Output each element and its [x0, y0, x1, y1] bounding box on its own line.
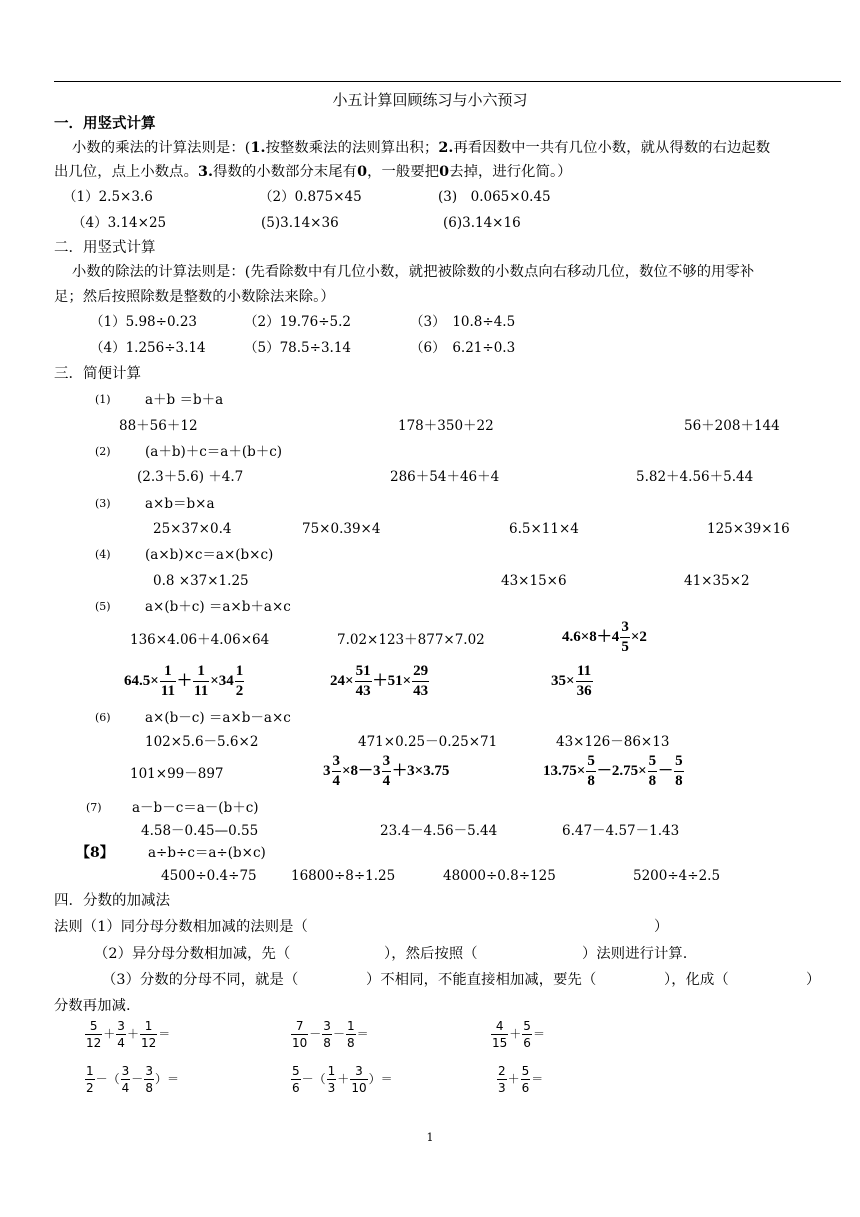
section-1-rule-line1: 小数的乘法的计算法则是：(1.按整数乘法的法则算出积；2.再看因数中一共有几位小数，就从得数的右边起数	[72, 140, 771, 156]
rule-line: ），然后按照（	[384, 946, 478, 962]
problem: 4.58－0.45—0.55	[141, 823, 259, 839]
law-formula: (a＋b)＋c＝a＋(b＋c)	[145, 444, 283, 460]
section-2-rule-line2: 足；然后按照除数是整数的小数除法来除。）	[54, 289, 335, 305]
problem: (6)3.14×16	[443, 215, 521, 231]
problem: （3） 10.8÷4.5	[410, 314, 516, 330]
fraction-expression: 3 $\frac{3}{4}$ ×8－3 $\frac{3}{4}$ ＋3×3.75	[323, 753, 450, 789]
rule-line: 法则（1）同分母分数相加减的法则是（	[54, 919, 308, 935]
section-1-rule-line2: 出几位，点上小数点。3.得数的小数部分末尾有0，一般要把0去掉，进行化简。）	[54, 164, 572, 180]
rule-line: （3）分数的分母不同，就是（	[102, 972, 299, 988]
law-formula: a×b＝b×a	[145, 496, 215, 512]
law-number: 【8】	[76, 845, 114, 861]
problem: 286＋54＋46＋4	[390, 469, 500, 485]
problem: 136×4.06＋4.06×64	[130, 632, 270, 648]
problem: 6.47－4.57－1.43	[562, 823, 680, 839]
problem: (3) 0.065×0.45	[438, 189, 551, 205]
problem: (2.3＋5.6) ＋4.7	[137, 469, 244, 485]
problem: 88＋56＋12	[119, 418, 198, 434]
law-formula: (a×b)×c＝a×(b×c)	[145, 547, 274, 563]
problem: 178＋350＋22	[398, 418, 494, 434]
fraction-expression: 35× $\frac{11}{36}$	[551, 663, 592, 699]
problem: 125×39×16	[707, 521, 790, 537]
problem: （4）3.14×25	[72, 215, 167, 231]
fraction-exercise: $\frac{2}{3}$ ＋ $\frac{5}{6}$ ＝	[498, 1064, 544, 1095]
problem: （6） 6.21÷0.3	[410, 340, 516, 356]
fraction-exercise: $\frac{5}{6}$ －（ $\frac{1}{3}$ ＋ $\frac{3}{10}$ ）＝	[292, 1064, 393, 1095]
problem: 471×0.25－0.25×71	[358, 734, 498, 750]
problem: 0.8 ×37×1.25	[153, 573, 249, 589]
fraction-expression: 4.6×8＋4 $\frac{3}{5}$ ×2	[562, 619, 647, 655]
law-number: (7)	[86, 801, 102, 814]
problem: 25×37×0.4	[153, 521, 232, 537]
law-formula: a－b－c＝a－(b＋c)	[132, 800, 259, 816]
problem: 5.82＋4.56＋5.44	[636, 469, 754, 485]
problem: 23.4－4.56－5.44	[380, 823, 498, 839]
problem: 101×99－897	[130, 766, 224, 782]
law-formula: a×(b－c) ＝a×b－a×c	[145, 710, 291, 726]
problem: （5）78.5÷3.14	[244, 340, 352, 356]
rule-line: ）不相同，不能直接相加减，要先（	[366, 972, 597, 988]
rule-line: 分数再加减.	[54, 998, 131, 1014]
fraction-exercise: $\frac{7}{10}$ － $\frac{3}{8}$ － $\frac{1}{8}$ ＝	[292, 1019, 369, 1050]
problem: 43×15×6	[501, 573, 567, 589]
law-formula: a÷b÷c＝a÷(b×c)	[148, 845, 266, 861]
problem: 102×5.6－5.6×2	[145, 734, 259, 750]
law-number: (2)	[95, 445, 111, 458]
page-title: 小五计算回顾练习与小六预习	[332, 91, 528, 109]
section-2-heading: 二．用竖式计算	[54, 240, 156, 256]
header-rule	[54, 81, 841, 82]
problem: （1）2.5×3.6	[63, 189, 153, 205]
law-number: (3)	[95, 497, 111, 510]
fraction-expression: 24× $\frac{51}{43}$ ＋51× $\frac{29}{43}$	[330, 663, 429, 699]
problem: 75×0.39×4	[302, 521, 381, 537]
problem: 48000÷0.8÷125	[443, 868, 556, 884]
problem: （2）19.76÷5.2	[244, 314, 352, 330]
page-number: 1	[426, 1131, 434, 1144]
rule-line: ），化成（	[664, 972, 729, 988]
problem: （1）5.98÷0.23	[90, 314, 198, 330]
problem: 43×126－86×13	[556, 734, 670, 750]
section-4-heading: 四．分数的加减法	[54, 893, 170, 909]
section-1-heading: 一．用竖式计算	[54, 115, 156, 132]
section-2-rule-line1: 小数的除法的计算法则是：(先看除数中有几位小数，就把被除数的小数点向右移动几位，数位不够的用零补	[72, 264, 755, 280]
fraction-exercise: $\frac{4}{15}$ ＋ $\frac{5}{6}$ ＝	[492, 1019, 545, 1050]
rule-line: ）法则进行计算.	[582, 946, 688, 962]
law-formula: a＋b ＝b＋a	[145, 392, 224, 408]
fraction-exercise: $\frac{5}{12}$ ＋ $\frac{3}{4}$ ＋ $\frac{1}{12}$ ＝	[86, 1019, 171, 1050]
problem: (5)3.14×36	[261, 215, 339, 231]
law-formula: a×(b＋c) ＝a×b＋a×c	[145, 599, 291, 615]
problem: （4）1.256÷3.14	[90, 340, 206, 356]
law-number: (6)	[95, 711, 111, 724]
fraction-exercise: $\frac{1}{2}$ －（ $\frac{3}{4}$ － $\frac{3}{8}$ ）＝	[86, 1064, 179, 1095]
fraction-expression: 13.75× $\frac{5}{8}$ －2.75× $\frac{5}{8}$ － $\frac{5}{8}$	[543, 753, 683, 789]
problem: 7.02×123＋877×7.02	[337, 632, 485, 648]
law-number: (4)	[95, 548, 111, 561]
problem: 41×35×2	[684, 573, 750, 589]
problem: （2）0.875×45	[259, 189, 362, 205]
problem: 5200÷4÷2.5	[633, 868, 721, 884]
problem: 6.5×11×4	[509, 521, 579, 537]
problem: 16800÷8÷1.25	[291, 868, 396, 884]
law-number: (1)	[95, 393, 111, 406]
law-number: (5)	[95, 600, 111, 613]
rule-line: ）	[806, 972, 821, 988]
problem: 4500÷0.4÷75	[161, 868, 257, 884]
problem: 56＋208＋144	[684, 418, 780, 434]
rule-line: （2）异分母分数相加减，先（	[94, 946, 291, 962]
section-3-heading: 三．简便计算	[54, 366, 141, 382]
rule-line: ）	[654, 919, 669, 935]
fraction-expression: 64.5× $\frac{1}{11}$ ＋ $\frac{1}{11}$ ×34 $\frac{1}{2}$	[124, 663, 244, 699]
